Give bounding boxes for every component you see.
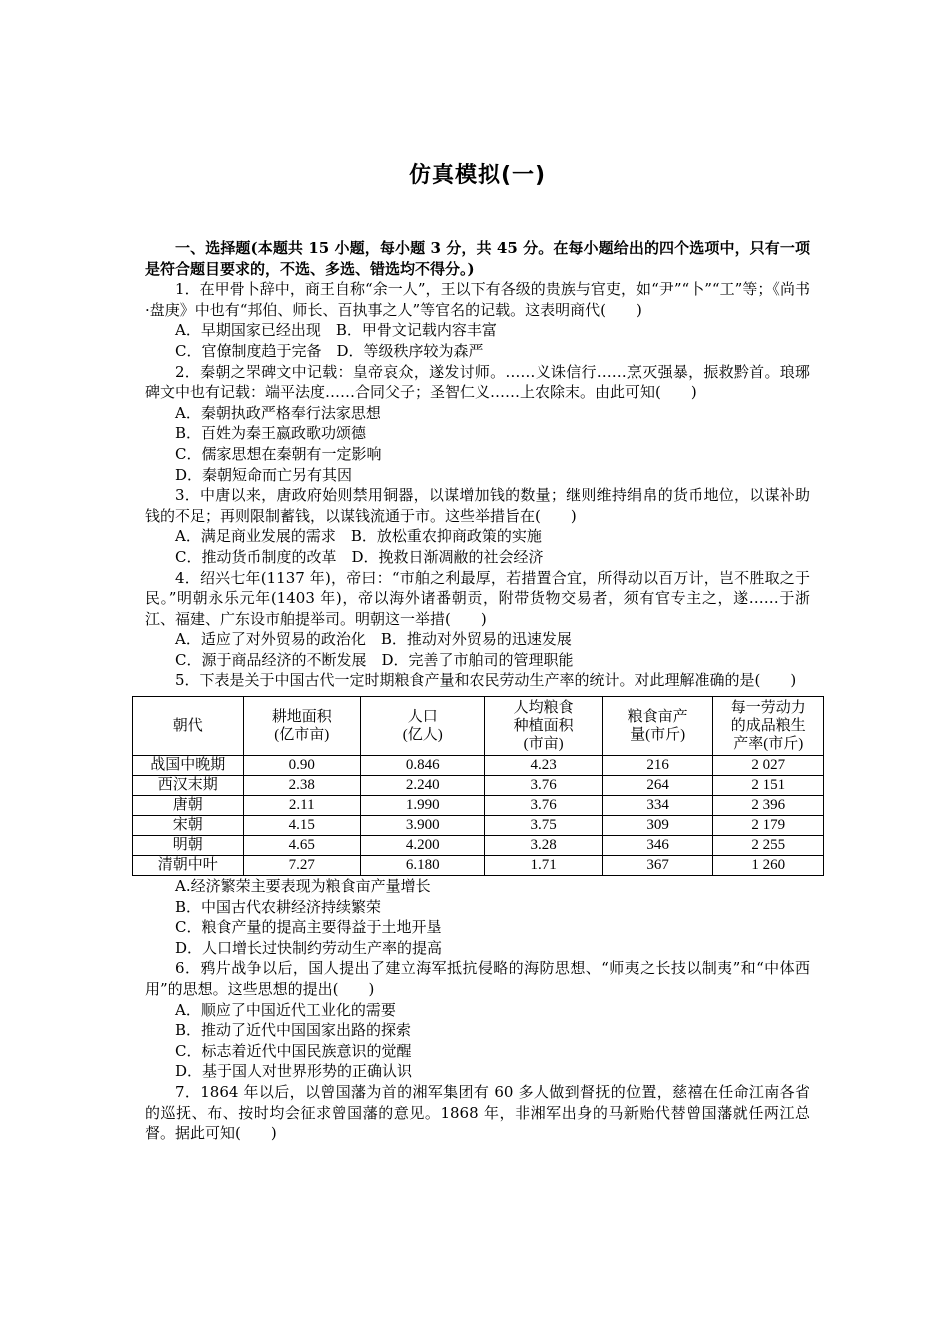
table-row — [133, 816, 824, 836]
grain-statistics-table — [132, 696, 824, 876]
table-header-row — [133, 697, 824, 756]
table-header-cell: 耕地面积 (亿市亩) — [243, 697, 360, 756]
question-5-option-c: C．粮食产量的提高主要得益于土地开垦 — [175, 918, 442, 937]
table-cell: 2 179 — [713, 816, 824, 836]
question-3-options-row-1: A．满足商业发展的需求 B．放松重农抑商政策的实施 — [175, 527, 542, 546]
table-cell: 2 255 — [713, 836, 824, 856]
table-cell: 战国中晚期 — [133, 756, 244, 776]
table-row — [133, 836, 824, 856]
table-cell: 2.11 — [243, 796, 360, 816]
table-cell: 367 — [602, 856, 713, 876]
question-2-option-c: C．儒家思想在秦朝有一定影响 — [175, 444, 382, 463]
table-cell: 3.75 — [485, 816, 602, 836]
table-cell: 唐朝 — [133, 796, 244, 816]
question-2-option-d: D．秦朝短命而亡另有其因 — [175, 465, 353, 484]
question-5-option-d: D．人口增长过快制约劳动生产率的提高 — [175, 938, 443, 957]
table-cell: 2 151 — [713, 776, 824, 796]
question-6-stem: 6．鸦片战争以后，国人提出了建立海军抵抗侵略的海防思想、“师夷之长技以制夷”和“中体西用”的思想。这些思想的提出( ) — [145, 959, 810, 999]
question-2-option-b: B．百姓为秦王嬴政歌功颂德 — [175, 424, 367, 443]
question-4-options-row-2: C．源于商品经济的不断发展 D．完善了市舶司的管理职能 — [175, 650, 574, 669]
question-4-options-row-1: A．适应了对外贸易的政治化 B．推动对外贸易的迅速发展 — [175, 630, 572, 649]
table-header-cell: 人口 (亿人) — [361, 697, 485, 756]
table-cell: 0.846 — [361, 756, 485, 776]
question-2-option-a: A．秦朝执政严格奉行法家思想 — [175, 403, 381, 422]
question-3-stem: 3．中唐以来，唐政府始则禁用铜器，以谋增加钱的数量；继则维持绢帛的货币地位，以谋补助钱的不足；再则限制蓄钱，以谋钱流通于市。这些举措旨在( ) — [145, 486, 810, 525]
question-5-option-a: A.经济繁荣主要表现为粮食亩产量增长 — [175, 877, 431, 896]
table-cell: 宋朝 — [133, 816, 244, 836]
table-header-cell: 人均粮食 种植面积 (市亩) — [485, 697, 602, 756]
table-cell: 4.65 — [243, 836, 360, 856]
table-cell: 3.900 — [361, 816, 485, 836]
table-header-cell: 朝代 — [133, 697, 244, 756]
table-row — [133, 856, 824, 876]
table-cell: 2.38 — [243, 776, 360, 796]
question-4-stem: 4．绍兴七年(1137 年)，帝曰：“市舶之利最厚，若措置合宜，所得动以百万计，岂不胜取之于民。”明朝永乐元年(1403 年)，帝以海外诸番朝贡，附带货物交易者，须有官专主之，遂……于浙江、福建、广东设市舶提举司。明朝这一举措( ) — [145, 568, 810, 628]
table-row — [133, 756, 824, 776]
table-cell: 346 — [602, 836, 713, 856]
table-cell: 2.240 — [361, 776, 485, 796]
page-title: 仿真模拟(一) — [408, 163, 547, 188]
question-2-stem: 2．秦朝之罘碑文中记载：皇帝哀众，遂发讨师。……义诛信行……烹灭强暴，振救黔首。琅琊碑文中也有记载：端平法度……合同父子；圣智仁义……上农除末。由此可知( ) — [145, 362, 810, 402]
table-row — [133, 776, 824, 796]
question-6-option-c: C．标志着近代中国民族意识的觉醒 — [175, 1041, 412, 1060]
question-6-option-b: B．推动了近代中国国家出路的探索 — [175, 1021, 412, 1040]
question-1-options-row-2: C．官僚制度趋于完备 D．等级秩序较为森严 — [175, 341, 484, 360]
question-1-options-row-1: A．早期国家已经出现 B．甲骨文记载内容丰富 — [175, 321, 497, 340]
question-5-stem: 5．下表是关于中国古代一定时期粮食产量和农民劳动生产率的统计。对此理解准确的是( ) — [175, 671, 797, 690]
table-cell: 1.990 — [361, 796, 485, 816]
table-cell: 4.23 — [485, 756, 602, 776]
table-cell: 1.71 — [485, 856, 602, 876]
table-cell: 2 027 — [713, 756, 824, 776]
table-cell: 3.28 — [485, 836, 602, 856]
table-cell: 西汉末期 — [133, 776, 244, 796]
question-3-options-row-2: C．推动货币制度的改革 D．挽救日渐凋敝的社会经济 — [175, 547, 544, 566]
table-body — [133, 756, 824, 876]
table-cell: 清朝中叶 — [133, 856, 244, 876]
question-6-option-a: A．顺应了中国近代工业化的需要 — [175, 1000, 396, 1019]
table-header-cell: 粮食亩产 量(市斤) — [602, 697, 713, 756]
table-cell: 3.76 — [485, 776, 602, 796]
question-5-option-b: B．中国古代农耕经济持续繁荣 — [175, 897, 382, 916]
exam-content — [145, 238, 810, 1144]
question-7-stem: 7．1864 年以后，以曾国藩为首的湘军集团有 60 多人做到督抚的位置，慈禧在任命江南各省的巡抚、布、按时均会征求曾国藩的意见。1868 年，非湘军出身的马新贻代替曾国藩就任两江总督。据此可知( ) — [145, 1083, 810, 1143]
table-cell: 4.200 — [361, 836, 485, 856]
table-cell: 309 — [602, 816, 713, 836]
table-cell: 2 396 — [713, 796, 824, 816]
table-cell: 明朝 — [133, 836, 244, 856]
table-cell: 334 — [602, 796, 713, 816]
table-cell: 6.180 — [361, 856, 485, 876]
table-cell: 264 — [602, 776, 713, 796]
section-header: 一、选择题(本题共 15 小题，每小题 3 分，共 45 分。在每小题给出的四个选项中，只有一项是符合题目要求的，不选、多选、错选均不得分。) — [145, 239, 810, 278]
table-cell: 216 — [602, 756, 713, 776]
question-1-stem: 1．在甲骨卜辞中，商王自称“余一人”，王以下有各级的贵族与官吏，如“尹”“卜”“工”等；《尚书·盘庚》中也有“邦伯、师长、百执事之人”等官名的记载。这表明商代( ) — [145, 280, 810, 319]
table-cell: 4.15 — [243, 816, 360, 836]
table-header-cell: 每一劳动力 的成品粮生 产率(市斤) — [713, 697, 824, 756]
table-cell: 7.27 — [243, 856, 360, 876]
table-cell: 1 260 — [713, 856, 824, 876]
question-6-option-d: D．基于国人对世界形势的正确认识 — [175, 1062, 413, 1081]
table-cell: 0.90 — [243, 756, 360, 776]
table-cell: 3.76 — [485, 796, 602, 816]
table-row — [133, 796, 824, 816]
